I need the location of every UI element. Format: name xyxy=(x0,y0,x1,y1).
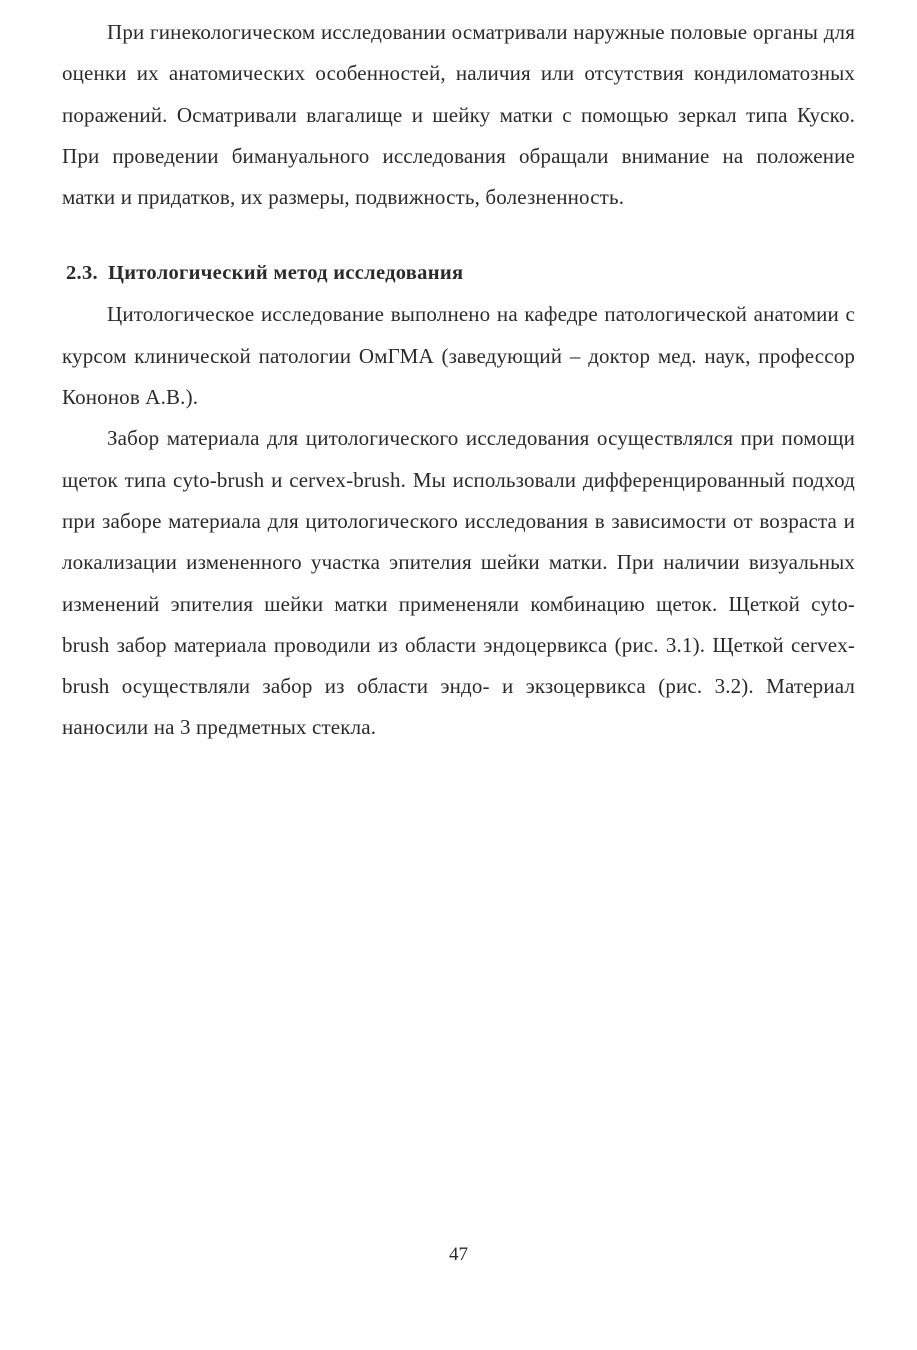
section-title: Цитологический метод исследования xyxy=(107,262,464,285)
paragraph-sample-collection: Забор материала для цитологического исследования осуществлялся при помощи щеток типа cyto-brush и cervex-brush. Мы использовали дифференцированный подход при заборе материала для цитологического исследования в зависимости от возраста и локализации измененного участка эпителия шейки матки. При наличии визуальных изменений эпителия шейки матки примененяли комбинацию щеток. Щеткой cyto-brush забор материала проводили из области эндоцервикса (рис. 3.1). Щеткой cervex-brush осуществляли забор из области эндо- и экзоцервикса (рис. 3.2). Материал наносили на 3 предметных стекла. xyxy=(62,426,855,740)
section-number: 2.3. xyxy=(66,262,98,285)
paragraph-gynecological-exam: При гинекологическом исследовании осматривали наружные половые органы для оценки их анатомических особенностей, наличия или отсутствия кондиломатозных поражений. Осматривали влагалище и шейку матки с помощью зеркал типа Куско. При проведении бимануального исследования обращали внимание на положение матки и придатков, их размеры, подвижность, болезненность. xyxy=(62,20,855,210)
document-page xyxy=(62,12,855,749)
section-heading xyxy=(66,253,855,294)
paragraph-cytology-department: Цитологическое исследование выполнено на кафедре патологической анатомии с курсом клинической патологии ОмГМА (заведующий – доктор мед. наук, профессор Кононов А.В.). xyxy=(62,302,855,410)
page-number: 47 xyxy=(449,1244,468,1265)
